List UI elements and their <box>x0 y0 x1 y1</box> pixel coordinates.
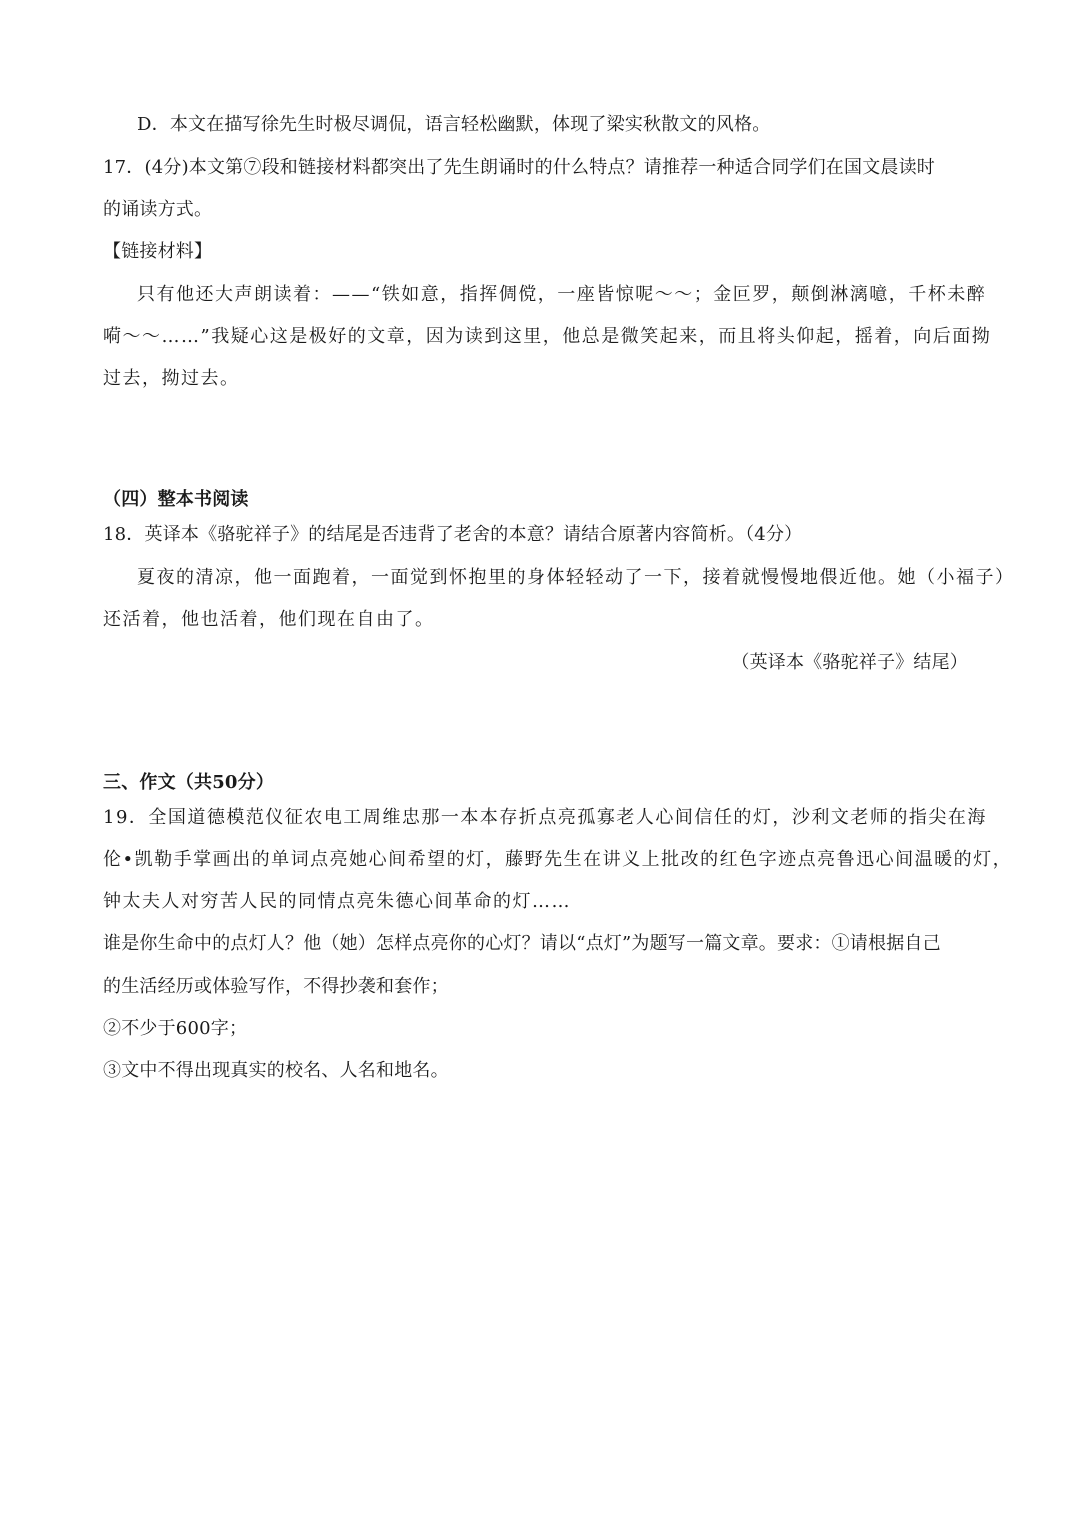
q19-requirement-2: ②不少于600字； <box>103 1018 248 1039</box>
q19-line-2: 伦•凯勒手掌画出的单词点亮她心间希望的灯，藤野先生在讲义上批改的红色字迹点亮鲁迅心间温暖的灯， <box>103 849 1013 870</box>
q18-quote-line-2: 还活着，他也活着，他们现在自由了。 <box>103 609 435 630</box>
section-4-heading: （四）整本书阅读 <box>103 489 249 510</box>
material-label: 【链接材料】 <box>103 241 213 262</box>
q16-option-d: D．本文在描写徐先生时极尽调侃，语言轻松幽默，体现了梁实秋散文的风格。 <box>137 114 771 135</box>
material-line-3: 过去，拗过去。 <box>103 368 240 389</box>
material-line-1: 只有他还大声朗读着：——“铁如意，指挥倜傥，一座皆惊呢～～；金叵罗，颠倒淋漓噫，千杯未醉 <box>137 284 987 305</box>
q17-line-2: 的诵读方式。 <box>103 199 213 220</box>
q19-line-3: 钟太夫人对穷苦人民的同情点亮朱德心间革命的灯…… <box>103 891 571 912</box>
q19-prompt-line-1: 谁是你生命中的点灯人？他（她）怎样点亮你的心灯？请以“点灯”为题写一篇文章。要求：①请根据自己 <box>103 933 941 954</box>
q17-line-1: 17．(4分)本文第⑦段和链接材料都突出了先生朗诵时的什么特点？请推荐一种适合同学们在国文晨读时 <box>103 157 935 178</box>
q19-line-1: 19．全国道德模范仪征农电工周维忠那一本本存折点亮孤寡老人心间信任的灯，沙利文老师的指尖在海 <box>103 807 987 828</box>
q18-source: （英译本《骆驼祥子》结尾） <box>731 652 968 673</box>
q18-line-1: 18．英译本《骆驼祥子》的结尾是否违背了老舍的本意？请结合原著内容简析。（4分） <box>103 524 803 545</box>
q18-quote-line-1: 夏夜的清凉，他一面跑着，一面觉到怀抱里的身体轻轻动了一下，接着就慢慢地偎近他。她（小福子） <box>137 567 1015 588</box>
section-3-heading: 三、作文（共50分） <box>103 772 275 793</box>
q19-requirement-3: ③文中不得出现真实的校名、人名和地名。 <box>103 1060 449 1081</box>
material-line-2: 嗬～～……”我疑心这是极好的文章，因为读到这里，他总是微笑起来，而且将头仰起，摇着，向后面拗 <box>103 326 992 347</box>
q19-prompt-line-2: 的生活经历或体验写作，不得抄袭和套作； <box>103 976 449 997</box>
